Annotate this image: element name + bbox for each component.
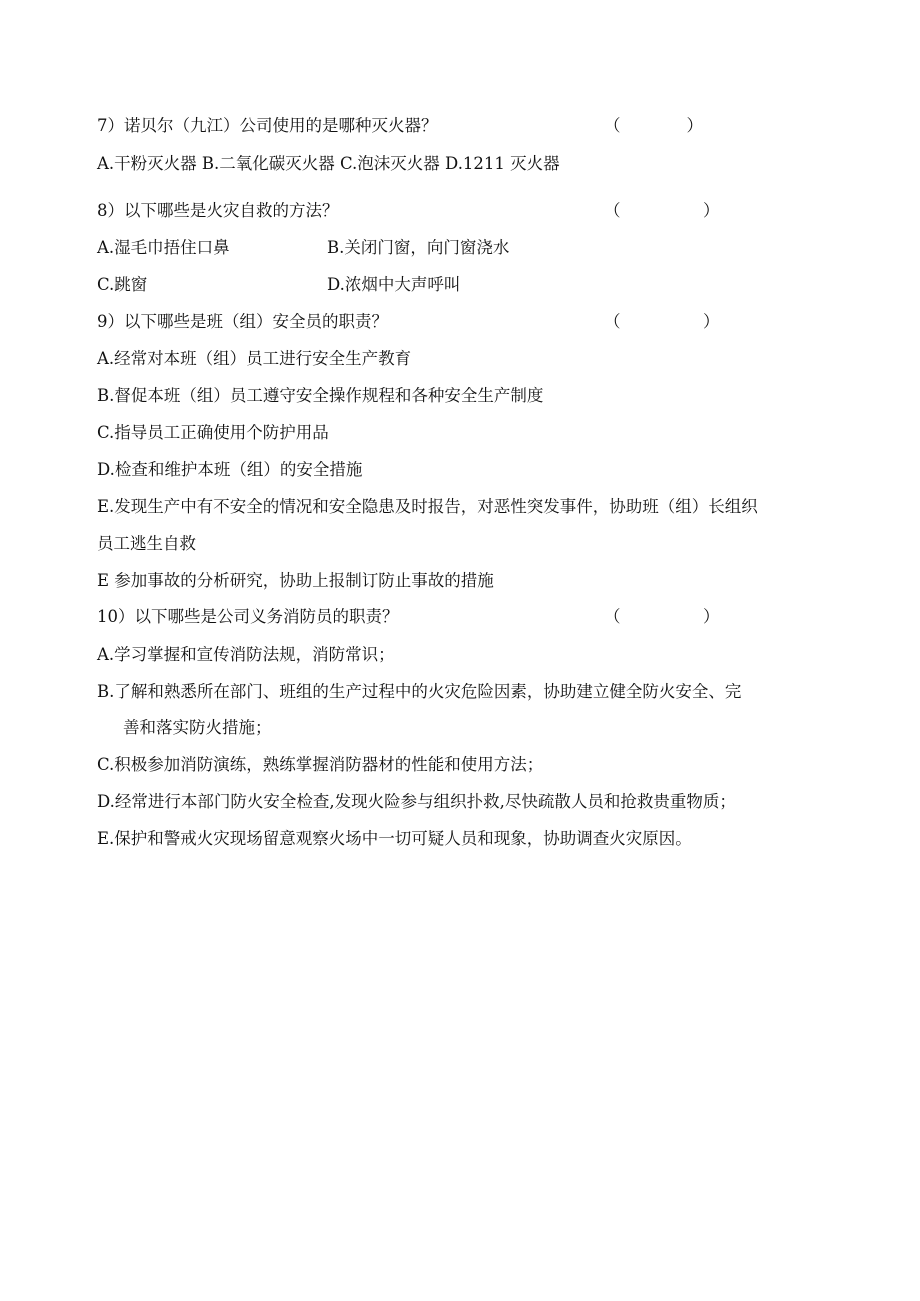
- q9-option-d: D.检查和维护本班（组）的安全措施: [97, 460, 363, 479]
- q8-option-d: D.浓烟中大声呼叫: [327, 275, 461, 294]
- q10-answer-blank: （ ）: [604, 607, 720, 626]
- q10-option-a: A.学习掌握和宣传消防法规，消防常识；: [97, 645, 395, 664]
- q9-answer-blank: （ ）: [604, 312, 720, 331]
- q8-option-b: B.关闭门窗，向门窗浇水: [327, 238, 510, 257]
- q7-question: 7）诺贝尔（九江）公司使用的是哪种灭火器？: [97, 116, 438, 135]
- q10-question: 10）以下哪些是公司义务消防员的职责？: [97, 607, 399, 626]
- q10-option-b-line1: B.了解和熟悉所在部门、班组的生产过程中的火灾危险因素，协助建立健全防火安全、完: [97, 682, 742, 701]
- q10-option-d: D.经常进行本部门防火安全检查,发现火险参与组织扑救,尽快疏散人员和抢救贵重物质；: [97, 792, 736, 811]
- q9-option-f: E 参加事故的分析研究，协助上报制订防止事故的措施: [97, 571, 494, 590]
- q10-option-c: C.积极参加消防演练，熟练掌握消防器材的性能和使用方法；: [97, 755, 544, 774]
- q8-option-a: A.湿毛巾捂住口鼻: [97, 238, 230, 257]
- q7-options: A.干粉灭火器 B.二氧化碳灭火器 C.泡沫灭火器 D.1211 灭火器: [97, 154, 560, 173]
- q9-option-b: B.督促本班（组）员工遵守安全操作规程和各种安全生产制度: [97, 386, 544, 405]
- q10-option-e: E.保护和警戒火灾现场留意观察火场中一切可疑人员和现象，协助调查火灾原因。: [97, 829, 692, 848]
- q7-answer-blank: （ ）: [604, 116, 703, 135]
- q10-option-b-line2: 善和落实防火措施；: [123, 718, 272, 737]
- q9-question: 9）以下哪些是班（组）安全员的职责？: [97, 312, 388, 331]
- q9-option-e-line2: 员工逃生自救: [97, 534, 196, 553]
- q9-option-c: C.指导员工正确使用个防护用品: [97, 423, 329, 442]
- q9-option-e-line1: E.发现生产中有不安全的情况和安全隐患及时报告，对恶性突发事件，协助班（组）长组织: [97, 497, 758, 516]
- q8-option-c: C.跳窗: [97, 275, 148, 294]
- q9-option-a: A.经常对本班（组）员工进行安全生产教育: [97, 349, 412, 368]
- q8-question: 8）以下哪些是火灾自救的方法？: [97, 201, 339, 220]
- q8-answer-blank: （ ）: [604, 201, 720, 220]
